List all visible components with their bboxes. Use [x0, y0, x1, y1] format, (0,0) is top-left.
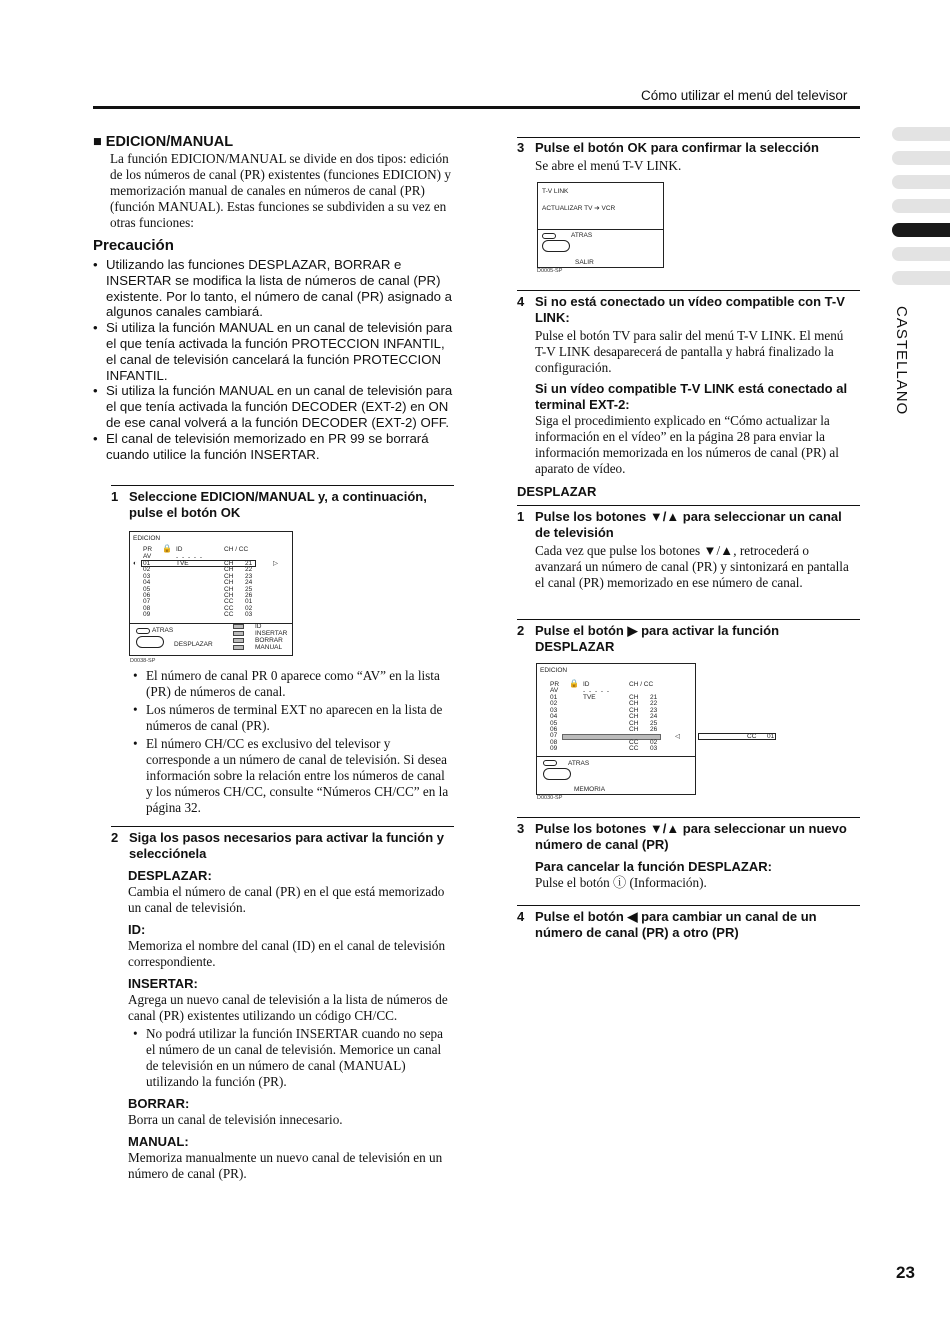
step-2: [111, 830, 451, 862]
step-rule: [111, 485, 454, 486]
channel-cell: 23: [245, 572, 253, 580]
screen-title: EDICION: [540, 667, 568, 674]
atras-label: ATRAS: [152, 627, 174, 634]
step-number: 4: [517, 909, 525, 924]
col-id: ID: [176, 546, 183, 553]
intro-text: La función EDICION/MANUAL se divide en dos tipos: edición de los números de canal (PR) existentes (funciones EDICION) y memorización manual de canales en números de canal (PR) (función MANUAL). Estas funciones se subdividen a su vez en otras funciones:: [110, 151, 451, 230]
cancel-title: Para cancelar la función DESPLAZAR:: [535, 859, 772, 874]
edicion-screen: EDICION PR 🔒 ID CH / CC AV - - - - - ◐ ▷ ATRAS DESPLAZAR ID INSERTAR BORRAR MANUAL 01 TVE CH 21 02 CH 22 03 CH 23 04 CH 24 05 CH 25 06 CH 26 07 CC 01 08 CC 02 09 CC 03: [129, 531, 293, 656]
screen-code: D0030-SP: [537, 795, 563, 801]
channel-cell: CH: [224, 566, 234, 574]
channel-cell: 26: [245, 592, 253, 599]
tab-marker: [892, 271, 950, 285]
step-4: [517, 294, 860, 326]
step-desc: Se abre el menú T-V LINK.: [535, 158, 682, 173]
desplazar-step-4: [517, 909, 860, 941]
channel-cell: 04: [143, 579, 151, 587]
section-title: ■ EDICION/MANUAL: [93, 134, 234, 150]
channel-cell: CH: [629, 713, 639, 721]
channel-cell: 08: [143, 604, 151, 612]
function-name: INSERTAR:: [128, 976, 198, 991]
lock-icon: 🔒: [162, 544, 172, 553]
function-desc: Cambia el número de canal (PR) en el que está memorizado un canal de televisión.: [128, 884, 445, 915]
step-desc: Cada vez que pulse los botones ▼/▲, retrocederá o avanzará un número de canal (PR) y sintonizará en pantalla el canal (PR) memorizado en ese número de canal.: [535, 543, 849, 590]
desplazar-heading: DESPLAZAR: [517, 484, 597, 499]
sub-title: Si un vídeo compatible T-V LINK está conectado al terminal EXT-2:: [535, 381, 848, 412]
menu-id: ID: [255, 623, 262, 630]
back-button-icon: [542, 233, 556, 239]
channel-cell: CH: [629, 726, 639, 733]
screen-code: D0038-SP: [130, 658, 156, 664]
channel-cell: 25: [245, 585, 253, 593]
channel-cell: 01: [143, 560, 151, 567]
selected-row: [141, 560, 256, 567]
screen-code: D0005-SP: [537, 268, 563, 274]
step-number: 4: [517, 294, 525, 309]
section-tabs: [892, 127, 950, 295]
step-3: [517, 140, 860, 156]
step-title: Siga los pasos necesarios para activar la función y selecciónela: [129, 830, 445, 861]
step-title: Seleccione EDICION/MANUAL y, a continuación, pulse el botón OK: [129, 489, 427, 520]
channel-cell: 01: [550, 694, 558, 701]
channel-cell: CH: [224, 585, 234, 593]
function-desc: Agrega un nuevo canal de televisión a la lista de números de canal (PR) existentes utilizando un código CH/CC.: [128, 992, 448, 1023]
function-name: ID:: [128, 922, 146, 937]
channel-cell: 25: [650, 719, 658, 727]
tab-marker-active: [892, 223, 950, 237]
header-rule: [93, 106, 860, 109]
step-title: Pulse los botones ▼/▲ para seleccionar un nuevo número de canal (PR): [535, 821, 847, 852]
step-rule: [111, 826, 454, 827]
step-rule: [517, 905, 860, 906]
col-id: ID: [583, 681, 590, 688]
language-label: CASTELLANO: [893, 306, 910, 416]
step-number: 3: [517, 140, 525, 155]
caution-item: • Utilizando las funciones DESPLAZAR, BORRAR e INSERTAR se modifica la lista de números de canal (PR) existente. Por lo tanto, el número de canal (PR) asignado a algunos canales cambiará.: [93, 257, 455, 320]
page-header: Cómo utilizar el menú del televisor: [641, 88, 848, 103]
step-title: Pulse los botones ▼/▲ para seleccionar un canal de televisión: [535, 509, 842, 540]
step-1: [111, 489, 451, 521]
atras-label: ATRAS: [568, 760, 590, 767]
note-item: • El número de canal PR 0 aparece como “AV” en la lista (PR) de números de canal.: [133, 668, 453, 700]
channel-cell: 02: [650, 738, 658, 746]
channel-cell: CC: [224, 598, 234, 606]
channel-cell: CH: [224, 592, 234, 599]
channel-cell: 02: [143, 566, 151, 574]
step-desc: Pulse el botón TV para salir del menú T-V LINK. El menú T-V LINK desaparecerá de pantalla y habrá finalizado la configuración.: [535, 328, 844, 375]
desplazar-step-1: [517, 509, 847, 541]
caution-item: • Si utiliza la función MANUAL en un canal de televisión para el que tenía activada la función DECODER (EXT-2) en ON de ese canal volverá a la función DECODER (EXT-2) OFF.: [93, 383, 455, 430]
sub-desc: Siga el procedimiento explicado en “Cómo actualizar la información en el vídeo” en la página 28 para enviar la información memorizada en los números de canal (PR) al aparato de vídeo.: [535, 413, 839, 476]
right-arrow-icon: ▷: [273, 560, 278, 567]
function-name: DESPLAZAR:: [128, 868, 212, 883]
note-item: • Los números de terminal EXT no aparecen en la lista de números de canal (PR).: [133, 702, 453, 734]
caution-title: Precaución: [93, 237, 174, 254]
channel-cell: CH: [629, 694, 639, 701]
insert-note: • No podrá utilizar la función INSERTAR cuando no sepa el número de un canal de televisión. Memorice un canal de televisión en un número de canal (MANUAL) utilizando la función (PR).: [133, 1026, 453, 1090]
channel-cell: 02: [245, 604, 253, 612]
functions-list: [128, 868, 453, 1182]
screen-title: T-V LINK: [542, 188, 569, 195]
cancel-desc: Pulse el botón ⓘ (Información).: [535, 875, 707, 890]
function-name: BORRAR:: [128, 1096, 190, 1111]
edicion-desplazar-screen: EDICION PR 🔒 ID CH / CC AV - - - - - ◁ ATRAS MEMORIA 01 TVE CH 21 02 CH 22 03 CH 23 04 CH 24 05 CH 25 06 CH 26 07 08 CC 02 09 CC 03: [536, 663, 696, 795]
caution-item: • Si utiliza la función MANUAL en un canal de televisión para el que tenía activada la función PROTECCION INFANTIL, el canal de televisión cancelará la función PROTECCION INFANTIL.: [93, 320, 455, 383]
menu-borrar: BORRAR: [255, 637, 283, 644]
channel-cell: 21: [650, 694, 658, 701]
channel-cell: CC: [629, 745, 639, 753]
step1-notes: [133, 668, 453, 816]
function-desc: Memoriza manualmente un nuevo canal de televisión en un número de canal (PR).: [128, 1150, 443, 1181]
step-rule: [517, 505, 860, 506]
lock-icon: 🔒: [569, 679, 579, 688]
dpad-icon: [543, 768, 571, 780]
channel-cell: CC: [224, 611, 234, 619]
tvlink-line: ACTUALIZAR TV ➔ VCR: [542, 205, 616, 212]
channel-cell: 03: [245, 611, 253, 619]
back-button-icon: [136, 628, 150, 634]
note-item: • El número CH/CC es exclusivo del televisor y corresponde a un número de canal de televisión. Si desea información sobre la relación entre los números de canal y los números CH/CC, consulte “Números CH/CC” en la página 32.: [133, 736, 453, 816]
channel-cell: 22: [245, 566, 253, 574]
pointer-icon: ◐: [133, 560, 137, 567]
menu-manual: MANUAL: [255, 644, 283, 651]
desplazar-step-2: [517, 623, 847, 655]
menu-insertar: INSERTAR: [255, 630, 288, 637]
row-av: AV: [550, 687, 559, 694]
channel-cell: 23: [650, 706, 658, 714]
desplazar-label: DESPLAZAR: [174, 641, 213, 648]
left-column: [93, 133, 455, 462]
step-number: 1: [517, 509, 525, 524]
step-number: 2: [111, 830, 119, 845]
function-desc: Borra un canal de televisión innecesario.: [128, 1112, 343, 1127]
channel-cell: 09: [143, 611, 151, 619]
channel-cell: TVE: [176, 560, 189, 567]
screen-title: EDICION: [133, 535, 161, 542]
step-number: 2: [517, 623, 525, 638]
col-pr: PR: [143, 546, 153, 553]
channel-cell: CH: [224, 560, 234, 567]
channel-cell: 09: [550, 745, 558, 753]
function-name: MANUAL:: [128, 1134, 189, 1149]
channel-cell: 01: [245, 598, 253, 606]
tab-marker: [892, 175, 950, 189]
channel-cell: 26: [650, 726, 658, 733]
step-rule: [517, 817, 860, 818]
channel-cell: 03: [550, 706, 558, 714]
channel-cell: 08: [550, 738, 558, 746]
col-ch: CH / CC: [629, 681, 654, 688]
channel-cell: CH: [629, 706, 639, 714]
channel-cell: 05: [143, 585, 151, 593]
channel-cell: CH: [629, 719, 639, 727]
step-rule: [517, 290, 860, 291]
tvlink-screen: [537, 182, 664, 268]
col-pr: PR: [550, 681, 560, 688]
row-av: AV: [143, 553, 152, 560]
step-number: 3: [517, 821, 525, 836]
channel-cell: CH: [224, 572, 234, 580]
channel-cell: 06: [550, 726, 558, 733]
memoria-label: MEMORIA: [574, 786, 606, 793]
step-rule: [517, 137, 860, 138]
channel-cell: 07: [550, 732, 558, 740]
function-desc: Memoriza el nombre del canal (ID) en el canal de televisión correspondiente.: [128, 938, 446, 969]
channel-cell: 03: [650, 745, 658, 753]
step-rule: [517, 619, 860, 620]
channel-cell: CC: [224, 604, 234, 612]
channel-cell: CC: [629, 738, 639, 746]
channel-cell: 05: [550, 719, 558, 727]
channel-cell: 07: [143, 598, 151, 606]
channel-cell: TVE: [583, 694, 596, 701]
channel-cell: 02: [550, 700, 558, 708]
channel-cell: 24: [650, 713, 658, 721]
dpad-icon: [542, 240, 570, 252]
salir-label: SALIR: [575, 259, 594, 266]
dpad-icon: [136, 636, 164, 648]
step-number: 1: [111, 489, 119, 504]
atras-label: ATRAS: [571, 232, 593, 239]
tab-marker: [892, 199, 950, 213]
step-title: Pulse el botón OK para confirmar la selección: [535, 140, 819, 155]
channel-cell: 24: [245, 579, 253, 587]
channel-cell: 22: [650, 700, 658, 708]
tab-marker: [892, 247, 950, 261]
tab-marker: [892, 151, 950, 165]
step-title: Pulse el botón ◀ para cambiar un canal de un número de canal (PR) a otro (PR): [535, 909, 817, 940]
channel-cell: 21: [245, 560, 253, 567]
step-title: Si no está conectado un vídeo compatible con T-V LINK:: [535, 294, 845, 325]
left-arrow-icon: ◁: [675, 733, 680, 740]
channel-cell: 06: [143, 592, 151, 599]
caution-item: • El canal de televisión memorizado en PR 99 se borrará cuando utilice la función INSERTAR.: [93, 431, 455, 463]
channel-cell: 03: [143, 572, 151, 580]
channel-cell: CH: [629, 700, 639, 708]
page-number: 23: [896, 1263, 915, 1282]
channel-cell: CH: [224, 579, 234, 587]
step-title: Pulse el botón ▶ para activar la función DESPLAZAR: [535, 623, 780, 654]
tab-marker: [892, 127, 950, 141]
col-ch: CH / CC: [224, 546, 249, 553]
channel-cell: 04: [550, 713, 558, 721]
desplazar-step-3: [517, 821, 847, 853]
moving-row-bar: [562, 734, 661, 740]
back-button-icon: [543, 760, 557, 766]
moving-channel-box: CC 01: [698, 733, 776, 740]
